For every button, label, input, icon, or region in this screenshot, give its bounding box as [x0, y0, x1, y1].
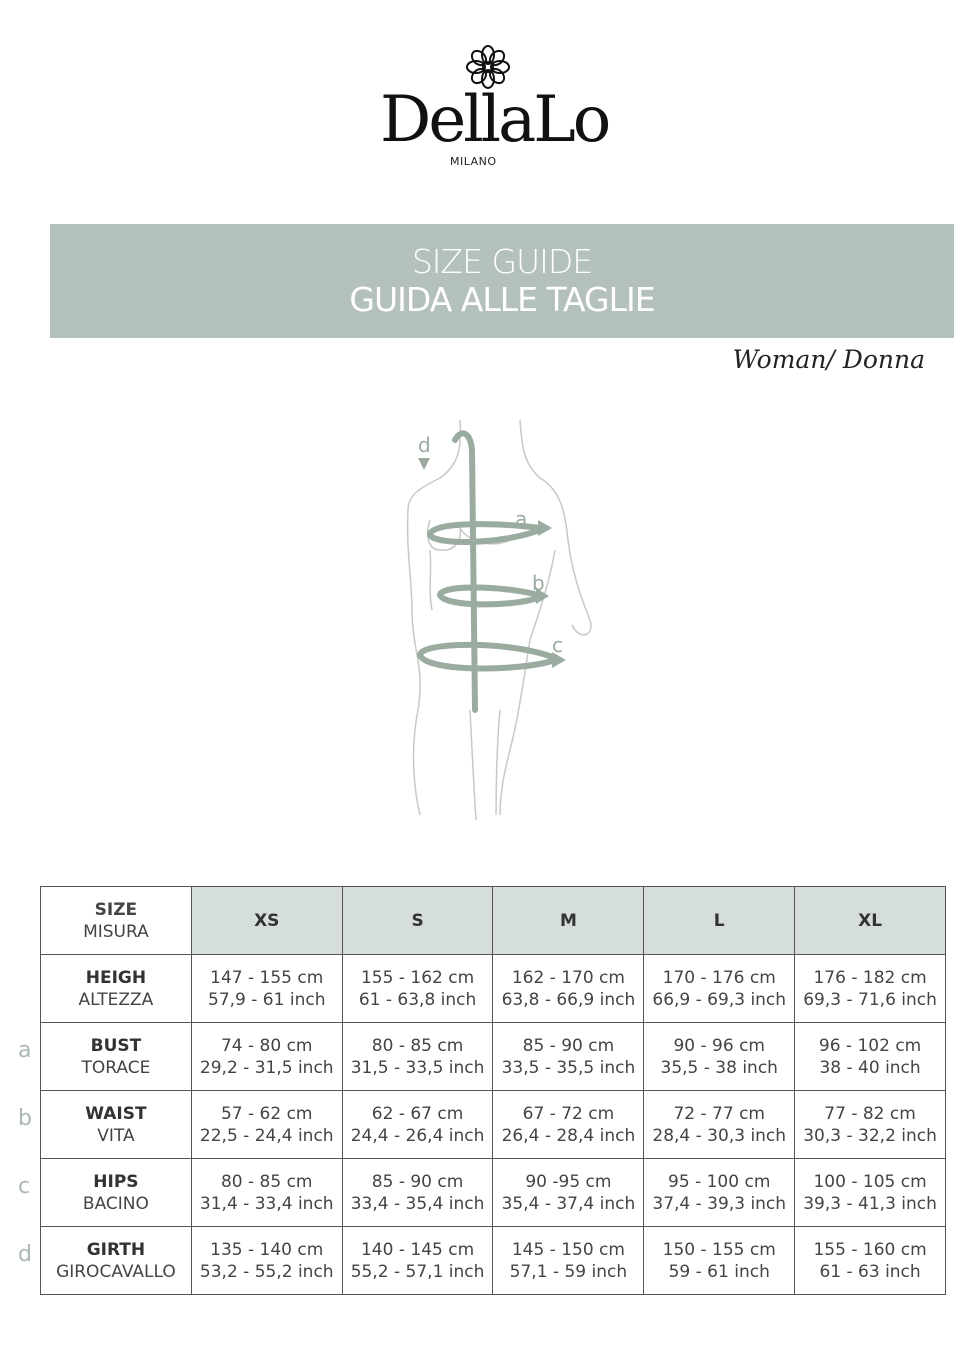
measurement-cell	[342, 1227, 493, 1295]
body-measurement-figure	[400, 410, 600, 830]
value-inch: 37,4 - 39,3 inch	[652, 1193, 787, 1214]
value-inch: 22,5 - 24,4 inch	[199, 1125, 334, 1146]
measurement-cell	[191, 1023, 342, 1091]
measurement-cell	[644, 1091, 795, 1159]
value-inch: 31,5 - 33,5 inch	[350, 1057, 485, 1078]
value-cm: 145 - 150 cm	[511, 1239, 625, 1260]
value-inch: 59 - 61 inch	[668, 1261, 770, 1282]
value-cm: 77 - 82 cm	[824, 1103, 916, 1124]
measurement-cell	[342, 1091, 493, 1159]
value-cm: 80 - 85 cm	[371, 1035, 464, 1056]
table-row	[41, 1023, 946, 1091]
row-label-it: VITA	[97, 1125, 135, 1146]
row-label-it: TORACE	[81, 1057, 151, 1078]
value-cm: 162 - 170 cm	[511, 967, 625, 988]
header-size-m: M	[493, 887, 644, 955]
value-inch: 66,9 - 69,3 inch	[652, 989, 787, 1010]
row-label-cell	[41, 1091, 192, 1159]
value-cm: 62 - 67 cm	[371, 1103, 464, 1124]
row-label-cell	[41, 1159, 192, 1227]
row-label-en: BUST	[90, 1035, 142, 1056]
measurement-cell	[493, 1227, 644, 1295]
measurement-cell	[644, 1159, 795, 1227]
measurement-cell	[191, 955, 342, 1023]
table-row	[41, 1227, 946, 1295]
size-guide-banner	[50, 224, 954, 338]
measurement-cell	[795, 1023, 946, 1091]
value-inch: 61 - 63 inch	[819, 1261, 921, 1282]
measurement-cell	[795, 1159, 946, 1227]
figure-label-a: a	[515, 507, 528, 531]
brand-logo	[380, 40, 609, 170]
figure-label-b: b	[532, 571, 545, 595]
value-inch: 63,8 - 66,9 inch	[501, 989, 636, 1010]
value-cm: 80 - 85 cm	[220, 1171, 313, 1192]
value-inch: 55,2 - 57,1 inch	[350, 1261, 485, 1282]
measurement-cell	[493, 1159, 644, 1227]
measurement-cell	[644, 1023, 795, 1091]
value-inch: 33,5 - 35,5 inch	[501, 1057, 636, 1078]
value-cm: 74 - 80 cm	[220, 1035, 313, 1056]
measurement-cell	[342, 955, 493, 1023]
value-inch: 26,4 - 28,4 inch	[501, 1125, 636, 1146]
measurement-cell	[644, 955, 795, 1023]
measurement-cell	[493, 955, 644, 1023]
gender-label: Woman/ Donna	[732, 345, 925, 374]
brand-name: DellaLo	[380, 83, 609, 157]
header-label-cell	[41, 887, 192, 955]
value-cm: 150 - 155 cm	[662, 1239, 776, 1260]
table-header-row	[41, 887, 946, 955]
row-side-letter: d	[18, 1242, 32, 1267]
header-label-en: SIZE	[94, 899, 138, 920]
value-cm: 155 - 162 cm	[360, 967, 475, 988]
value-cm: 155 - 160 cm	[813, 1239, 927, 1260]
row-label-cell	[41, 955, 192, 1023]
measurement-cell	[493, 1023, 644, 1091]
banner-title-it: GUIDA ALLE TAGLIE	[349, 280, 655, 319]
measurement-cell	[795, 1227, 946, 1295]
row-label-it: ALTEZZA	[78, 989, 154, 1010]
value-inch: 69,3 - 71,6 inch	[803, 989, 937, 1010]
header-size-s: S	[342, 887, 493, 955]
value-inch: 31,4 - 33,4 inch	[199, 1193, 334, 1214]
value-inch: 61 - 63,8 inch	[358, 989, 477, 1010]
header-size-xl: XL	[795, 887, 946, 955]
value-inch: 29,2 - 31,5 inch	[199, 1057, 334, 1078]
arrow-heads	[418, 458, 566, 668]
size-table	[40, 886, 946, 1295]
value-inch: 24,4 - 26,4 inch	[350, 1125, 485, 1146]
value-cm: 96 - 102 cm	[818, 1035, 922, 1056]
measurement-cell	[191, 1091, 342, 1159]
value-inch: 35,4 - 37,4 inch	[501, 1193, 636, 1214]
value-cm: 176 - 182 cm	[813, 967, 927, 988]
table-row	[41, 955, 946, 1023]
measurement-cell	[795, 955, 946, 1023]
body-outline	[408, 420, 591, 820]
value-cm: 57 - 62 cm	[220, 1103, 313, 1124]
measurement-cell	[342, 1023, 493, 1091]
row-label-cell	[41, 1227, 192, 1295]
row-label-it: BACINO	[82, 1193, 149, 1214]
header-size-xs: XS	[191, 887, 342, 955]
value-cm: 67 - 72 cm	[522, 1103, 615, 1124]
value-cm: 147 - 155 cm	[210, 967, 324, 988]
row-label-cell	[41, 1023, 192, 1091]
value-inch: 35,5 - 38 inch	[660, 1057, 778, 1078]
row-label-en: WAIST	[85, 1103, 147, 1124]
row-label-it: GIROCAVALLO	[56, 1261, 176, 1282]
banner-title-en: SIZE GUIDE	[411, 242, 593, 281]
value-cm: 85 - 90 cm	[371, 1171, 464, 1192]
header-label-it: MISURA	[83, 921, 149, 942]
row-label-en: HEIGH	[85, 967, 147, 988]
value-inch: 57,1 - 59 inch	[509, 1261, 628, 1282]
value-cm: 90 - 96 cm	[673, 1035, 765, 1056]
value-cm: 72 - 77 cm	[673, 1103, 765, 1124]
row-side-letter: a	[18, 1038, 32, 1063]
value-cm: 135 - 140 cm	[210, 1239, 324, 1260]
brand-subtitle: MILANO	[450, 155, 497, 168]
measurement-cell	[493, 1091, 644, 1159]
value-inch: 39,3 - 41,3 inch	[803, 1193, 937, 1214]
value-inch: 57,9 - 61 inch	[208, 989, 326, 1010]
value-inch: 28,4 - 30,3 inch	[652, 1125, 787, 1146]
figure-label-c: c	[552, 633, 563, 657]
measurement-cell	[191, 1227, 342, 1295]
value-inch: 38 - 40 inch	[819, 1057, 921, 1078]
row-label-en: GIRTH	[86, 1239, 146, 1260]
measurement-cell	[342, 1159, 493, 1227]
measurement-cell	[644, 1227, 795, 1295]
value-inch: 33,4 - 35,4 inch	[350, 1193, 485, 1214]
value-cm: 170 - 176 cm	[662, 967, 776, 988]
header-size-l: L	[644, 887, 795, 955]
value-cm: 90 -95 cm	[525, 1171, 612, 1192]
row-side-letter: b	[18, 1106, 32, 1131]
value-inch: 53,2 - 55,2 inch	[199, 1261, 334, 1282]
value-cm: 140 - 145 cm	[360, 1239, 475, 1260]
table-row	[41, 1091, 946, 1159]
table-row	[41, 1159, 946, 1227]
measurement-cell	[795, 1091, 946, 1159]
row-side-letter: c	[18, 1174, 31, 1199]
value-cm: 100 - 105 cm	[813, 1171, 927, 1192]
measurement-cell	[191, 1159, 342, 1227]
value-cm: 85 - 90 cm	[522, 1035, 615, 1056]
row-label-en: HIPS	[93, 1171, 139, 1192]
value-inch: 30,3 - 32,2 inch	[803, 1125, 937, 1146]
value-cm: 95 - 100 cm	[668, 1171, 771, 1192]
figure-label-d: d	[418, 433, 431, 457]
